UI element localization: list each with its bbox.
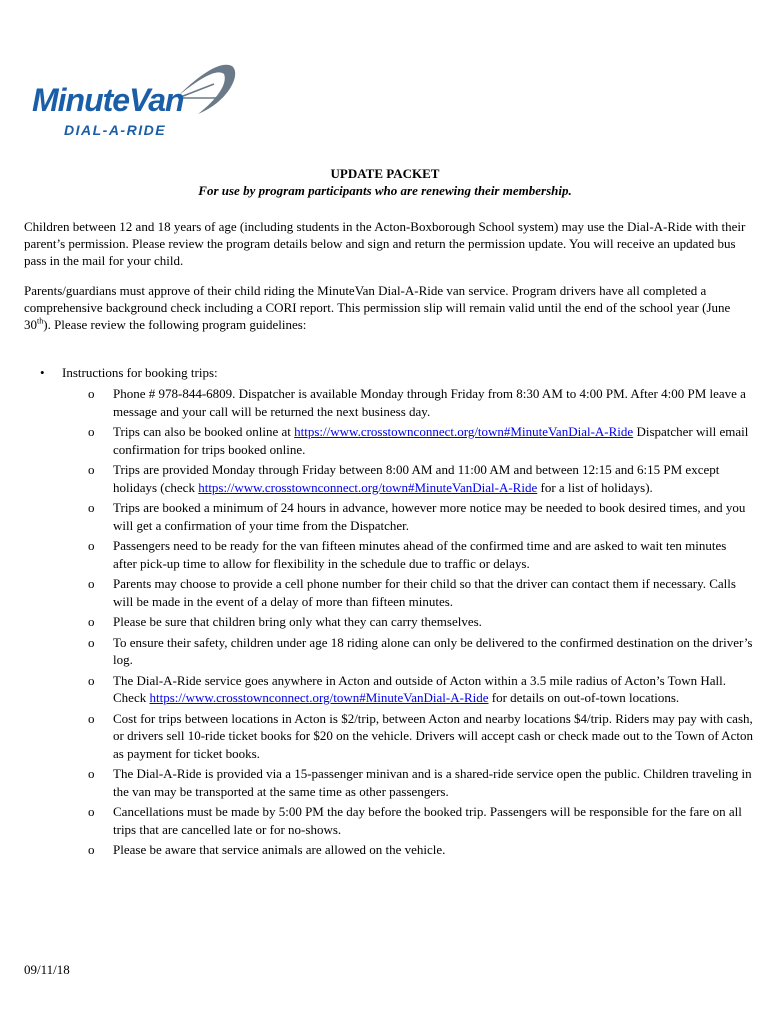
page-subtitle: For use by program participants who are renewing their membership. [198, 183, 572, 198]
list-item: o Phone # 978-844-6809. Dispatcher is available Monday through Friday from 8:30 AM to 4:00 PM. After 4:00 PM leave a message and your call will be returned the next business day. [88, 386, 746, 419]
bullet-icon: o [88, 614, 95, 629]
bullet-icon: o [88, 804, 95, 819]
list-item: o Trips can also be booked online at https://www.crosstownconnect.org/town#MinuteVanDial-A-Ride Dispatcher will email confirmation for trips booked online. [88, 424, 749, 457]
intro-paragraph: Children between 12 and 18 years of age (including students in the Acton-Boxborough School system) may use the Dial-A-Ride with their parent’s permission. Please review the program details below and sign and return the permission update. You will receive an updated bus pass in the mail for your child. [24, 219, 746, 268]
list-item: o Cancellations must be made by 5:00 PM the day before the booked trip. Passengers will be responsible for the fare on all trips that are cancelled late or for no-shows. [88, 804, 742, 837]
list-item: o Passengers need to be ready for the van fifteen minutes ahead of the confirmed time and are asked to wait ten minutes after pick-up time to allow for flexibility in the schedule due to traffic or delays. [88, 538, 727, 571]
booking-link[interactable]: https://www.crosstownconnect.org/town#MinuteVanDial-A-Ride [294, 424, 634, 439]
bullet-icon: o [88, 538, 95, 553]
list-item: o Parents may choose to provide a cell phone number for their child so that the driver can contact them if necessary. Calls will be made in the event of a delay of more than fifteen minutes. [88, 576, 736, 609]
list-item: o To ensure their safety, children under age 18 riding alone can only be delivered to the confirmed destination on the driver’s log. [88, 634, 753, 667]
bullet-icon: o [88, 710, 95, 726]
bullet-icon: o [88, 576, 95, 591]
holidays-link[interactable]: https://www.crosstownconnect.org/town#MinuteVanDial-A-Ride [198, 479, 538, 495]
document-date: 09/11/18 [24, 962, 70, 977]
bullet-icon: o [88, 766, 95, 781]
out-of-town-link[interactable]: https://www.crosstownconnect.org/town#MinuteVanDial-A-Ride [149, 690, 489, 705]
bullet-icon: o [88, 386, 95, 401]
list-item: o Trips are booked a minimum of 24 hours in advance, however more notice may be needed to book desired times, and you will get a confirmation of your time from the Dispatcher. [88, 500, 746, 533]
bullet-icon: o [88, 672, 95, 688]
minutevan-logo [28, 54, 240, 144]
list-item: o The Dial-A-Ride is provided via a 15-passenger minivan and is a shared-ride service open the public. Children traveling in the van may be transported at the same time as other passengers. [88, 766, 752, 799]
bullet-icon: • [40, 365, 45, 380]
page-title: UPDATE PACKET [330, 166, 440, 181]
logo-wordmark: MinuteVan [32, 82, 184, 118]
booking-instructions-heading: • Instructions for booking trips: [40, 365, 218, 380]
guidelines-list [88, 385, 753, 862]
list-item: o Cost for trips between locations in Acton is $2/trip, between Acton and nearby locations $4/trip. Riders may pay with cash, or drivers sell 10-ride ticket books for $20 on the vehicle. Drivers will accept cash or check made out to the Town of Acton as payment for ticket books. [88, 710, 753, 761]
bullet-icon: o [88, 424, 95, 439]
bullet-icon: o [88, 842, 95, 857]
list-item: o The Dial-A-Ride service goes anywhere in Acton and outside of Acton within a 3.5 mile radius of Acton’s Town Hall. Check https://www.crosstownconnect.org/town#MinuteVanDial-A-Ride for details on out-of-town locations. [88, 672, 726, 705]
logo-subtitle: DIAL-A-RIDE [64, 122, 167, 138]
list-item: o Please be sure that children bring only what they can carry themselves. [88, 614, 482, 629]
bullet-icon: o [88, 462, 95, 477]
list-item: o Please be aware that service animals are allowed on the vehicle. [88, 842, 446, 857]
bullet-icon: o [88, 634, 95, 650]
bullet-icon: o [88, 500, 95, 515]
guardian-paragraph: Parents/guardians must approve of their child riding the MinuteVan Dial-A-Ride van service. Program drivers have all completed a comprehensive background check including a CORI report. This permission slip will remain valid until the end of the school year (June 30th). Please review the following program guidelines: [24, 283, 731, 332]
list-item: o Trips are provided Monday through Friday between 8:00 AM and 11:00 AM and between 12:15 and 6:15 PM except holidays (check https://www.crosstownconnect.org/town#MinuteVanDial-A-Ride for a list of holidays). [88, 462, 720, 495]
